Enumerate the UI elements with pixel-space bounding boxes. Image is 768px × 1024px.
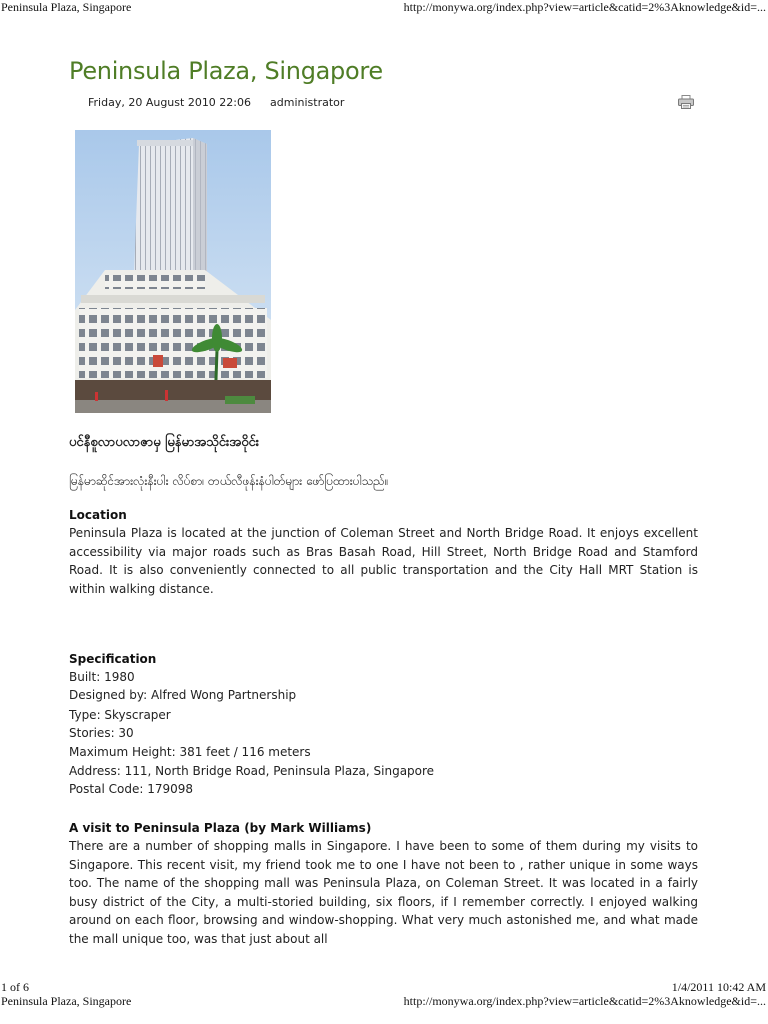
spec-address: Address: 111, North Bridge Road, Peninsula Plaza, Singapore [69,764,435,778]
specification-heading: Specification [69,652,157,666]
article-date: Friday, 20 August 2010 22:06 [88,96,252,109]
location-heading: Location [69,508,127,522]
next-page-header [0,994,768,1008]
building-photo [75,130,271,413]
spec-designer: Designed by: Alfred Wong Partnership [69,688,297,702]
printer-icon[interactable] [678,95,694,109]
print-header [0,0,768,14]
myanmar-heading: ပင်နီစူလာပလာဇာမှ မြန်မာအသိုင်းအဝိုင်း [69,435,260,450]
next-page-title: Peninsula Plaza, Singapore [1,994,132,1008]
spec-height: Maximum Height: 381 feet / 116 meters [69,745,311,759]
article-title[interactable]: Peninsula Plaza, Singapore [69,57,383,85]
spec-postal-code: Postal Code: 179098 [69,782,193,796]
article-author: administrator [270,96,345,109]
page-count: 1 of 6 [1,980,29,994]
print-header-url: http://monywa.org/index.php?view=article&catid=2%3Aknowledge&id=... [403,0,766,14]
print-footer [0,980,768,994]
spec-stories: Stories: 30 [69,726,134,740]
next-page-url: http://monywa.org/index.php?view=article&catid=2%3Aknowledge&id=... [403,994,766,1008]
print-header-title: Peninsula Plaza, Singapore [1,0,132,14]
visit-paragraph: There are a number of shopping malls in Singapore. I have been to some of them during my visits to Singapore. This recent visit, my friend took me to one I have not been to , rather unique in some ways too. The name of the shopping mall was Peninsula Plaza, on Coleman Street. It was located in a fairly busy district of the City, a multi-storied building, six floors, if I remember correctly. I enjoyed walking around on each floor, browsing and window-shopping. What very much astonished me, and what made the mall unique too, was that just about all [69,839,698,946]
spec-built: Built: 1980 [69,670,135,684]
visit-heading: A visit to Peninsula Plaza (by Mark Williams) [69,821,372,835]
location-paragraph: Peninsula Plaza is located at the junction of Coleman Street and North Bridge Road. It enjoys excellent accessibility via major roads such as Bras Basah Road, Hill Street, North Bridge Road and Stamford Road. It is also conveniently connected to all public transportation and the City Hall MRT Station is within walking distance. [69,526,698,596]
myanmar-subtitle: မြန်မာဆိုင်အားလုံးနီးပါး လိပ်စာ၊ တယ်လီဖုန်းနံပါတ်များ ဖော်ပြထားပါသည်။ [69,474,389,488]
print-timestamp: 1/4/2011 10:42 AM [671,980,766,994]
spec-type: Type: Skyscraper [69,708,171,722]
